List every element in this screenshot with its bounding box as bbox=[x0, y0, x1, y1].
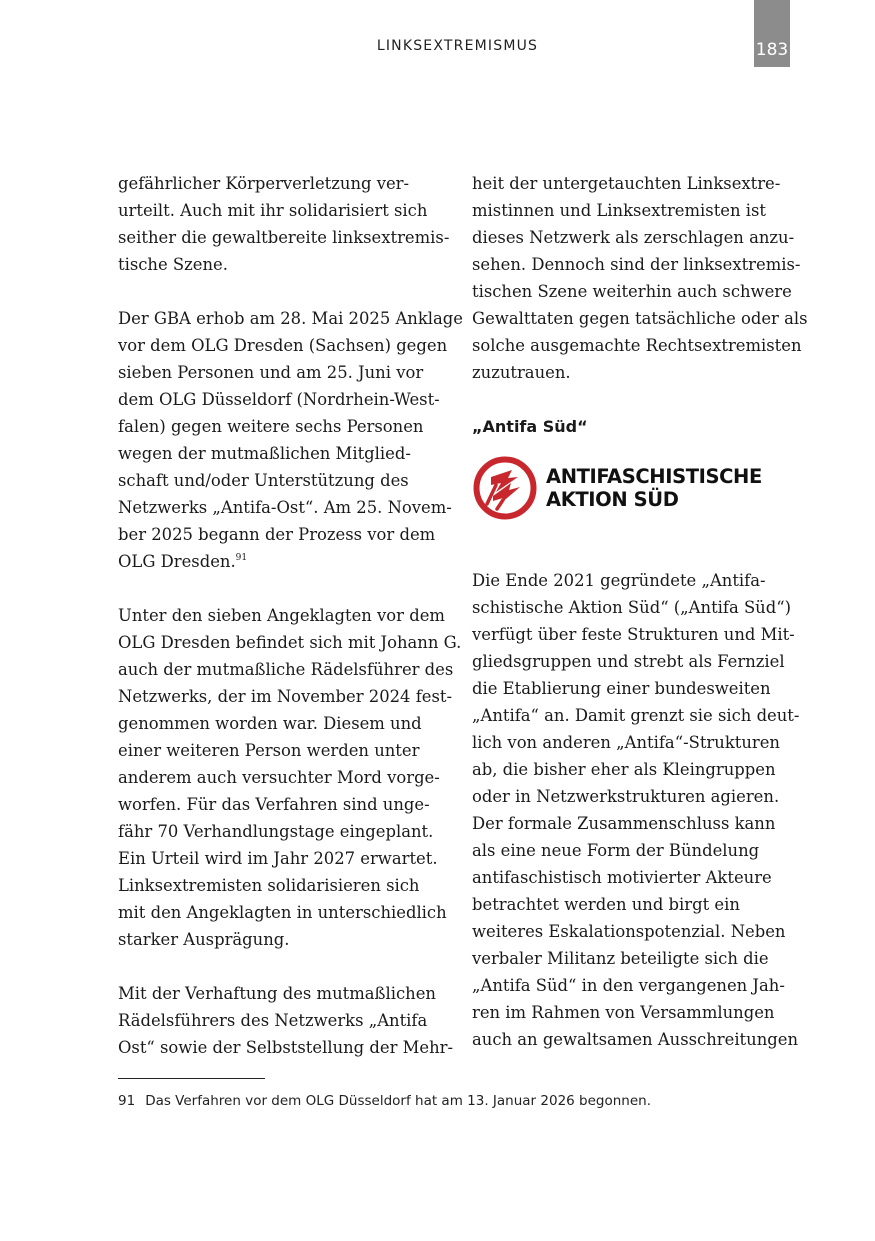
text-line: fähr 70 Verhandlungstage eingeplant. bbox=[118, 822, 434, 841]
text-line-content: OLG Dresden. bbox=[118, 552, 236, 571]
text-line: dieses Netzwerk als zerschlagen anzu- bbox=[472, 228, 795, 247]
text-line: einer weiteren Person werden unter bbox=[118, 741, 420, 760]
logo-line: AKTION SÜD bbox=[546, 488, 679, 511]
right-column bbox=[472, 170, 808, 1080]
text-line: starker Ausprägung. bbox=[118, 930, 290, 949]
text-line: gefährlicher Körperverletzung ver- bbox=[118, 174, 410, 193]
text-line: wegen der mutmaßlichen Mitglied- bbox=[118, 444, 411, 463]
text-line: verbaler Militanz beteiligte sich die bbox=[472, 949, 769, 968]
text-line: oder in Netzwerkstrukturen agieren. bbox=[472, 787, 780, 806]
text-line: mistinnen und Linksextremisten ist bbox=[472, 201, 766, 220]
paragraph bbox=[118, 602, 462, 953]
text-line: Der formale Zusammenschluss kann bbox=[472, 814, 776, 833]
text-line: dem OLG Düsseldorf (Nordrhein-West- bbox=[118, 390, 440, 409]
logo-wordmark bbox=[546, 465, 762, 511]
text-line: seither die gewaltbereite linksextremis- bbox=[118, 228, 450, 247]
text-line: verfügt über feste Strukturen und Mit- bbox=[472, 625, 795, 644]
paragraph bbox=[472, 170, 808, 386]
text-line: Der GBA erhob am 28. Mai 2025 Anklage bbox=[118, 309, 463, 328]
text-line: sehen. Dennoch sind der linksextremis- bbox=[472, 255, 801, 274]
text-line: heit der untergetauchten Linksextre- bbox=[472, 174, 781, 193]
footnote-number: 91 bbox=[118, 1093, 136, 1109]
text-line: als eine neue Form der Bündelung bbox=[472, 841, 760, 860]
footnote-divider bbox=[118, 1078, 265, 1079]
text-line: „Antifa“ an. Damit grenzt sie sich deut- bbox=[472, 706, 800, 725]
logo-line: ANTIFASCHISTISCHE bbox=[546, 465, 762, 488]
running-header: LINKSEXTREMISMUS bbox=[376, 38, 539, 54]
footnote-text: Das Verfahren vor dem OLG Düsseldorf hat am 13. Januar 2026 begonnen. bbox=[145, 1093, 652, 1109]
footnote-reference[interactable]: 91 bbox=[235, 553, 248, 563]
antifa-flags-circle-icon bbox=[472, 455, 538, 521]
paragraph bbox=[118, 305, 463, 575]
text-line: lich von anderen „Antifa“-Strukturen bbox=[472, 733, 780, 752]
text-line: auch der mutmaßliche Rädelsführer des bbox=[118, 660, 454, 679]
page-number: 183 bbox=[755, 40, 789, 60]
text-line: ab, die bisher eher als Kleingruppen bbox=[472, 760, 776, 779]
text-line: sieben Personen und am 25. Juni vor bbox=[118, 363, 424, 382]
text-line: schistische Aktion Süd“ („Antifa Süd“) bbox=[472, 598, 791, 617]
text-line: schaft und/oder Unterstützung des bbox=[118, 471, 409, 490]
text-line: Ost“ sowie der Selbststellung der Mehr- bbox=[118, 1038, 454, 1057]
antifa-sued-logo bbox=[472, 456, 797, 520]
paragraph bbox=[118, 170, 450, 278]
paragraph bbox=[472, 567, 800, 1053]
text-line: die Etablierung einer bundesweiten bbox=[472, 679, 771, 698]
text-line: Netzwerks „Antifa-Ost“. Am 25. Novem- bbox=[118, 498, 452, 517]
text-line: Mit der Verhaftung des mutmaßlichen bbox=[118, 984, 436, 1003]
text-line: anderem auch versuchter Mord vorge- bbox=[118, 768, 440, 787]
text-line bbox=[118, 548, 443, 575]
text-line: gliedsgruppen und strebt als Fernziel bbox=[472, 652, 785, 671]
text-line: worfen. Für das Verfahren sind unge- bbox=[118, 795, 430, 814]
footnote bbox=[118, 1093, 818, 1109]
text-line: Linksextremisten solidarisieren sich bbox=[118, 876, 420, 895]
left-column bbox=[118, 170, 463, 1088]
text-line: weiteres Eskalationspotenzial. Neben bbox=[472, 922, 786, 941]
text-line: falen) gegen weitere sechs Personen bbox=[118, 417, 424, 436]
text-line: ren im Rahmen von Versammlungen bbox=[472, 1003, 775, 1022]
text-line: zuzutrauen. bbox=[472, 363, 571, 382]
text-line: auch an gewaltsamen Ausschreitungen bbox=[472, 1030, 799, 1049]
text-line: ber 2025 begann der Prozess vor dem bbox=[118, 525, 436, 544]
text-line: Ein Urteil wird im Jahr 2027 erwartet. bbox=[118, 849, 438, 868]
text-line: solche ausgemachte Rechtsextremisten bbox=[472, 336, 802, 355]
text-line: antifaschistisch motivierter Akteure bbox=[472, 868, 772, 887]
text-line: Rädelsführers des Netzwerks „Antifa bbox=[118, 1011, 428, 1030]
text-line: mit den Angeklagten in unterschiedlich bbox=[118, 903, 447, 922]
text-line: tischen Szene weiterhin auch schwere bbox=[472, 282, 792, 301]
text-line: Netzwerks, der im November 2024 fest- bbox=[118, 687, 452, 706]
section-heading: „Antifa Süd“ bbox=[472, 417, 588, 436]
text-line: OLG Dresden befindet sich mit Johann G. bbox=[118, 633, 462, 652]
text-line: Gewalttaten gegen tatsächliche oder als bbox=[472, 309, 808, 328]
text-line: „Antifa Süd“ in den vergangenen Jah- bbox=[472, 976, 785, 995]
text-line: Die Ende 2021 gegründete „Antifa- bbox=[472, 571, 766, 590]
text-line: Unter den sieben Angeklagten vor dem bbox=[118, 606, 445, 625]
text-line: urteilt. Auch mit ihr solidarisiert sich bbox=[118, 201, 428, 220]
page-number-tab bbox=[754, 0, 790, 67]
paragraph bbox=[118, 980, 454, 1061]
text-line: genommen worden war. Diesem und bbox=[118, 714, 422, 733]
text-line: betrachtet werden und birgt ein bbox=[472, 895, 740, 914]
text-line: tische Szene. bbox=[118, 255, 228, 274]
text-line: vor dem OLG Dresden (Sachsen) gegen bbox=[118, 336, 448, 355]
